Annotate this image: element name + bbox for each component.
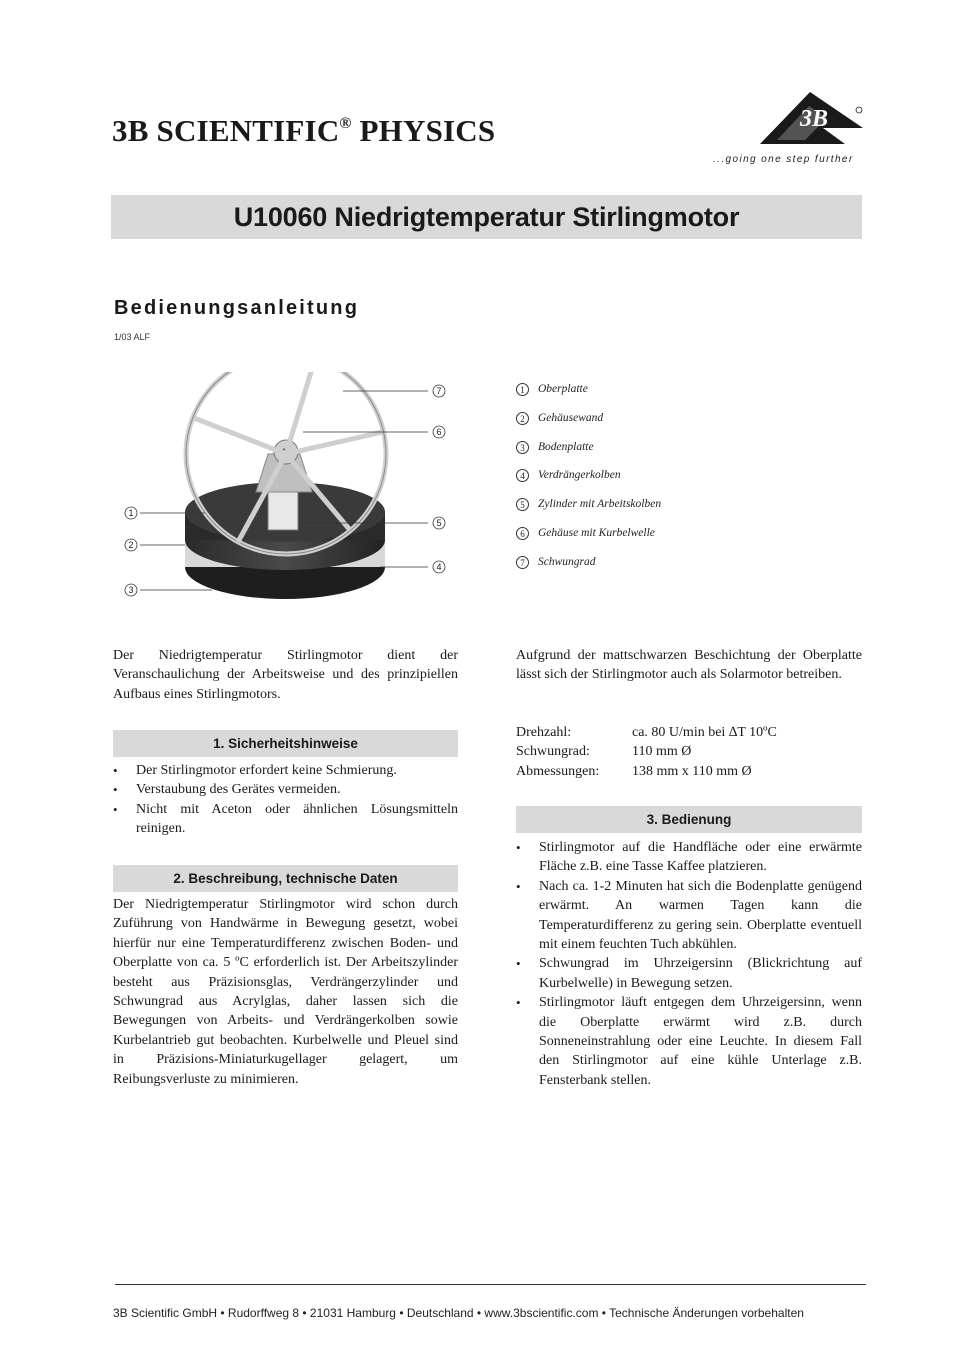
legend-item: 6 Gehäuse mit Kurbelwelle [516, 527, 816, 556]
brand-main: 3B SCIENTIFIC [112, 113, 340, 148]
list-item: • Nicht mit Aceton oder ähnlichen Lösungsmitteln reinigen. [113, 800, 458, 839]
svg-text:4: 4 [436, 562, 442, 573]
tagline: ...going one step further [713, 154, 854, 165]
stirling-engine-figure [110, 372, 465, 612]
safety-list [113, 761, 458, 839]
footer-divider [115, 1284, 866, 1285]
spec-row: Drehzahl: ca. 80 U/min bei ∆T 10ºC [516, 725, 777, 740]
callout-3 [125, 584, 137, 596]
list-item: • Schwungrad im Uhrzeigersinn (Blickrichtung auf Kurbelwelle) in Bewegung setzen. [516, 954, 862, 993]
intro-right: Aufgrund der mattschwarzen Beschichtung der Oberplatte lässt sich der Stirlingmotor auch als Solarmotor betreiben. [516, 648, 862, 683]
svg-text:7: 7 [436, 386, 442, 397]
svg-text:1: 1 [128, 508, 134, 519]
legend-item: 2 Gehäusewand [516, 412, 816, 441]
list-item: • Stirlingmotor läuft entgegen dem Uhrzeigersinn, wenn die Oberplatte erwärmt wird z.B. durch Sonneneinstrahlung oder eine Leuchte. In diesem Fall den Stirlingmotor auf eine kühle Unterlage z.B. Fensterbank stellen. [516, 993, 862, 1090]
intro-left: Der Niedrigtemperatur Stirlingmotor dient der Veranschaulichung der Arbeitsweise und des prinzipiellen Aufbaus eines Stirlingmotors. [113, 648, 458, 702]
callout-6 [433, 426, 445, 438]
spec-row: Abmessungen: 138 mm x 110 mm Ø [516, 763, 752, 779]
callout-1 [125, 507, 137, 519]
list-item: • Der Stirlingmotor erfordert keine Schmierung. [113, 761, 458, 780]
svg-text:3: 3 [128, 585, 134, 596]
legend-item: 3 Bodenplatte [516, 441, 816, 470]
legend-item: 7 Schwungrad [516, 556, 816, 585]
title-bar [111, 195, 862, 239]
footer-text: 3B Scientific GmbH • Rudorffweg 8 • 21031 Hamburg • Deutschland • www.3bscientific.com • Technische Änderungen vorbehalten [113, 1306, 804, 1320]
callout-2 [125, 539, 137, 551]
section2-text: Der Niedrigtemperatur Stirlingmotor wird schon durch Zuführung von Handwärme in Bewegung gesetzt, wobei hierfür nur eine Temperaturdifferenz zwischen Boden- und Oberplatte von ca. 5 ºC erforderlich ist. Der Arbeitszylinder besteht aus Präzisionsglas, Verdrängerzylinder und Schwungrad aus Acrylglas, daher lassen sich die Bewegungen von Arbeits- und Verdrängerkolben sowie Kurbelantrieb gut beobachten. Kurbelwelle und Pleuel sind in Präzisions-Miniaturkugellager gelagert, um Reibungsverluste zu minimieren. [113, 897, 458, 1087]
registered-mark: ® [339, 115, 352, 132]
callout-5 [433, 517, 445, 529]
figure-legend [516, 383, 816, 585]
legend-item: 4 Verdrängerkolben [516, 469, 816, 498]
brand-tail: PHYSICS [351, 113, 496, 148]
legend-item: 5 Zylinder mit Arbeitskolben [516, 498, 816, 527]
section2-heading: 2. Beschreibung, technische Daten [113, 865, 458, 892]
subtitle: Bedienungsanleitung [114, 297, 360, 319]
brand-title [112, 113, 495, 149]
section1-heading: 1. Sicherheitshinweise [113, 730, 458, 757]
callout-7 [433, 385, 445, 397]
legend-item: 1 Oberplatte [516, 383, 816, 412]
document-title: U10060 Niedrigtemperatur Stirlingmotor [233, 201, 740, 232]
svg-text:6: 6 [436, 427, 442, 438]
callout-4 [433, 561, 445, 573]
document-reference: 1/03 ALF [114, 332, 151, 342]
spec-table [516, 723, 862, 781]
logo-text: 3B [800, 106, 829, 132]
list-item: • Verstaubung des Gerätes vermeiden. [113, 780, 458, 799]
spec-row: Schwungrad: 110 mm Ø [516, 744, 692, 760]
list-item: • Nach ca. 1-2 Minuten hat sich die Bodenplatte genügend erwärmt. An warmen Tagen kann die Temperaturdifferenz zu gering sein. Oberplatte eventuell mit einem feuchten Tuch abkühlen. [516, 877, 862, 955]
section3-heading: 3. Bedienung [516, 806, 862, 833]
operation-list [516, 838, 862, 1090]
list-item: • Stirlingmotor auf die Handfläche oder eine erwärmte Fläche z.B. eine Tasse Kaffee platzieren. [516, 838, 862, 877]
svg-text:2: 2 [128, 540, 134, 551]
svg-text:5: 5 [436, 518, 442, 529]
